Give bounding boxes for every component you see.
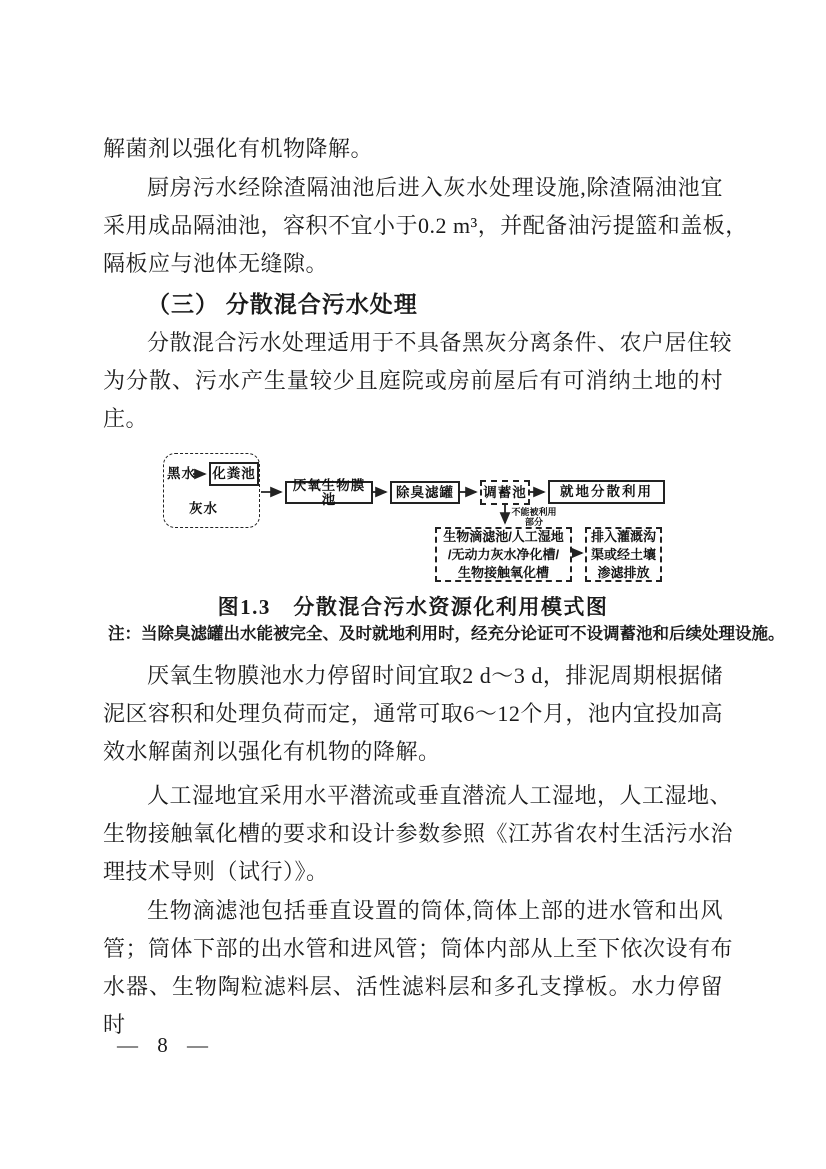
local-use-box	[548, 480, 665, 504]
secondary-treatment-line1: 生物滴滤池/人工湿地	[443, 528, 564, 544]
paragraph-1	[103, 130, 723, 168]
paragraph-2	[103, 169, 748, 283]
text-line: 效水解菌剂以强化有机物的降解。	[103, 739, 441, 764]
discharge-box	[585, 527, 662, 582]
text-line: 生物滴滤池包括垂直设置的筒体,筒体上部的进水管和出风	[147, 898, 723, 923]
text-line: 厨房污水经除渣隔油池后进入灰水处理设施,除渣隔油池宜	[147, 175, 723, 200]
branch-annotation-line2: 部分	[524, 517, 543, 527]
paragraph-5	[103, 777, 734, 891]
text-line: 解菌剂以强化有机物降解。	[103, 136, 374, 161]
text-line: 生物接触氧化槽的要求和设计参数参照《江苏省农村生活污水治	[103, 821, 734, 846]
deodorizing-filter-label: 除臭滤罐	[396, 484, 454, 500]
greywater-label: 灰水	[189, 501, 218, 516]
anaerobic-biofilm-tank-box	[285, 478, 373, 507]
septic-tank-label: 化粪池	[212, 466, 256, 482]
flow-diagram	[158, 450, 673, 590]
local-use-label: 就地分散利用	[560, 484, 653, 500]
figure-note: 注：当除臭滤罐出水能被完全、及时就地利用时，经充分论证可不设调蓄池和后续处理设施。	[108, 625, 785, 643]
anaerobic-biofilm-tank-label: 厌氧生物膜池	[292, 478, 366, 507]
secondary-treatment-line3: 生物接触氧化槽	[457, 564, 549, 580]
text-line: 理技术导则（试行）》。	[103, 859, 329, 884]
discharge-line3: 渗滤排放	[597, 564, 650, 580]
section-heading: （三） 分散混合污水处理	[147, 292, 418, 317]
text-line: 泥区容积和处理负荷而定，通常可取6～12个月，池内宜投加高	[103, 701, 723, 726]
branch-annotation	[508, 507, 560, 527]
text-line: 采用成品隔油池，容积不宜小于0.2 m³，并配备油污提篮和盖板，	[103, 213, 748, 238]
septic-tank-box	[209, 462, 259, 486]
branch-annotation-line1: 不能被利用	[511, 507, 557, 517]
secondary-treatment-label	[443, 528, 564, 582]
paragraph-3	[103, 324, 733, 438]
text-line: 为分散、污水产生量较少且庭院或房前屋后有可消纳土地的村	[103, 368, 723, 393]
figure-caption: 图1.3 分散混合污水资源化利用模式图	[217, 595, 609, 619]
secondary-treatment-line2: /无动力灰水净化槽/	[447, 546, 560, 562]
text-line: 隔板应与池体无缝隙。	[103, 251, 329, 276]
blackwater-label: 黑水	[167, 466, 196, 481]
discharge-line1: 排入灌溉沟	[590, 528, 656, 544]
discharge-line2: 渠或经土壤	[590, 546, 656, 562]
regulating-tank-label: 调蓄池	[483, 484, 527, 500]
text-line: 管；筒体下部的出水管和进风管；筒体内部从上至下依次设有布	[103, 936, 734, 961]
paragraph-6	[103, 892, 734, 1037]
text-line: 水器、生物陶粒滤料层、活性滤料层和多孔支撑板。水力停留时	[103, 974, 723, 1037]
paragraph-4	[103, 657, 723, 771]
regulating-tank-box	[480, 480, 530, 505]
text-line: 庄。	[103, 406, 149, 431]
deodorizing-filter-box	[390, 481, 460, 504]
text-line: 厌氧生物膜池水力停留时间宜取2 d～3 d，排泥周期根据储	[147, 663, 723, 688]
secondary-treatment-box	[435, 527, 572, 582]
page-number: — 8 —	[117, 1033, 210, 1057]
discharge-label	[591, 528, 656, 582]
text-line: 人工湿地宜采用水平潜流或垂直潜流人工湿地，人工湿地、	[147, 783, 733, 808]
text-line: 分散混合污水处理适用于不具备黑灰分离条件、农户居住较	[147, 330, 733, 355]
